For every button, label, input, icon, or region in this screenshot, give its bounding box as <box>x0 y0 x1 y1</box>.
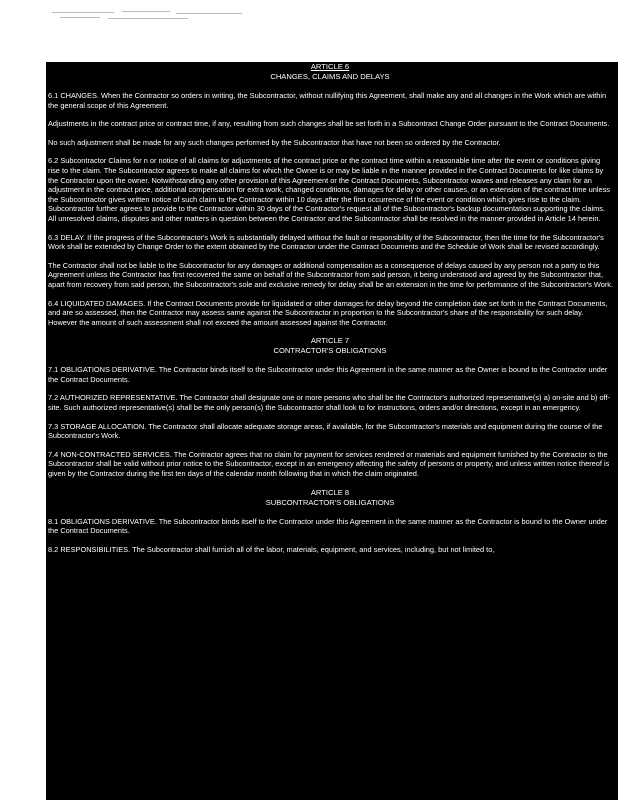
scan-header-noise <box>52 10 242 20</box>
section-6-1-adjustments: Adjustments in the contract price or contract time, if any, resulting from such changes shall be set forth in a Subcontract Change Order pursuant to the Contract Documents. <box>48 119 610 129</box>
section-8-1: 8.1 OBLIGATIONS DERIVATIVE. The Subcontractor binds itself to the Contractor under this Agreement in the same manner as the Contractor is bound to the Owner under the Contract Documents. <box>48 516 608 536</box>
section-7-3: 7.3 STORAGE ALLOCATION. The Contractor shall allocate adequate storage areas, if available, for the Subcontractor's materials and equipment during the course of the Subcontractor's Work. <box>48 421 603 441</box>
article-8-number: ARTICLE 8 <box>310 487 350 497</box>
section-6-3-liability: The Contractor shall not be liable to the Subcontractor for any damages or additional compensation as a consequence of delays caused by any person not a party to this Agreement unless the Contractor has first recovered the same on behalf of the Subcontractor from said person, it being understood and agreed by the Subcontractor that, apart from recovery from said person, the Subcontractor's sole and exclusive remedy for delay shall be an extension in the time for performance of the Subcontractor's Work. <box>48 260 614 289</box>
section-6-1: 6.1 CHANGES. When the Contractor so orders in writing, the Subcontractor, without nullifying this Agreement, shall make any and all changes in the Work which are within the general scope of this Agreement. <box>48 91 607 110</box>
section-7-1: 7.1 OBLIGATIONS DERIVATIVE. The Contractor binds itself to the Subcontractor under this Agreement in the same manner as the Owner is bound to the Contractor under the Contract Documents. <box>48 365 608 384</box>
section-7-2: 7.2 AUTHORIZED REPRESENTATIVE. The Contractor shall designate one or more persons who shall be the Contractor's authorized representative(s) a) on-site and b) off-site. Such authorized representative(s) shall be the only person(s) the Subcontractor shall look to for instructions, orders and/or directions, except in an emergency. <box>48 393 610 413</box>
article-7-number: ARTICLE 7 <box>310 336 350 346</box>
section-6-3: 6.3 DELAY. If the progress of the Subcontractor's Work is substantially delayed without the fault or responsibility of the Subcontractor, then the time for the Subcontractor's Work shall be extended by Change Order to the extent obtained by the Contractor under the Contract Documents and the Schedule of Work shall be revised accordingly. <box>48 232 604 252</box>
section-6-4: 6.4 LIQUIDATED DAMAGES. If the Contract Documents provide for liquidated or other damages for delay beyond the completion date set forth in the Contract Documents, and are so assessed, then the Contractor may assess same against the Subcontractor in proportion to the Subcontractor's share of the responsibility for such delay. However the amount of such assessment shall not exceed the amount assessed against the Contractor. <box>48 298 608 327</box>
section-6-2: 6.2 Subcontractor Claims for n or notice of all claims for adjustments of the contract price or the contract time within a reasonable time after the event or conditions giving rise to the claim. The Subcontractor agrees to make all claims for which the Owner is or may be liable in the manner provided in the Contract Documents for like claims by the Contractor upon the owner. Notwithstanding any other provision of this Agreement or the Contract Documents, Subcontractor waives and releases any claim for an adjustment in the contract price, additional compensation for extra work, changed conditions, damages for delay or other causes, or an extension of the contract time unless the Subcontractor gives written notice of such claim to the Contractor within 10 days after the first occurrence of the event or condition which gives rise to the claim. Subcontractor further agrees to provide to the Contractor within 30 days of the Contractor's request all of the Subcontractor's backup documentation supporting the claims. All unresolved claims, disputes and other matters in question between the Contractor and the Subcontractor shall be resolved in the manner provided in Article 14 herein. <box>48 156 610 223</box>
article-6-number: ARTICLE 6 <box>310 62 350 71</box>
section-7-4: 7.4 NON-CONTRACTED SERVICES. The Contractor agrees that no claim for payment for services rendered or materials and equipment furnished by the Contractor to the Subcontractor shall be valid without prior notice to the Subcontractor, except in an emergency affecting the safety of persons or property, and unless written notice thereof is given by the Contractor during the first ten days of the calendar month following that in which the claim originated. <box>48 449 610 479</box>
article-8-title: SUBCONTRACTOR'S OBLIGATIONS <box>265 497 395 507</box>
article-6-title: CHANGES, CLAIMS AND DELAYS <box>270 72 390 81</box>
document-page <box>46 62 618 800</box>
article-7-title: CONTRACTOR'S OBLIGATIONS <box>273 346 387 356</box>
section-8-2: 8.2 RESPONSIBILITIES. The Subcontractor shall furnish all of the labor, materials, equipment, and services, including, but not limited to, <box>48 544 495 554</box>
section-6-1-no-adjustment: No such adjustment shall be made for any such changes performed by the Subcontractor that have not been so ordered by the Contractor. <box>48 137 501 147</box>
